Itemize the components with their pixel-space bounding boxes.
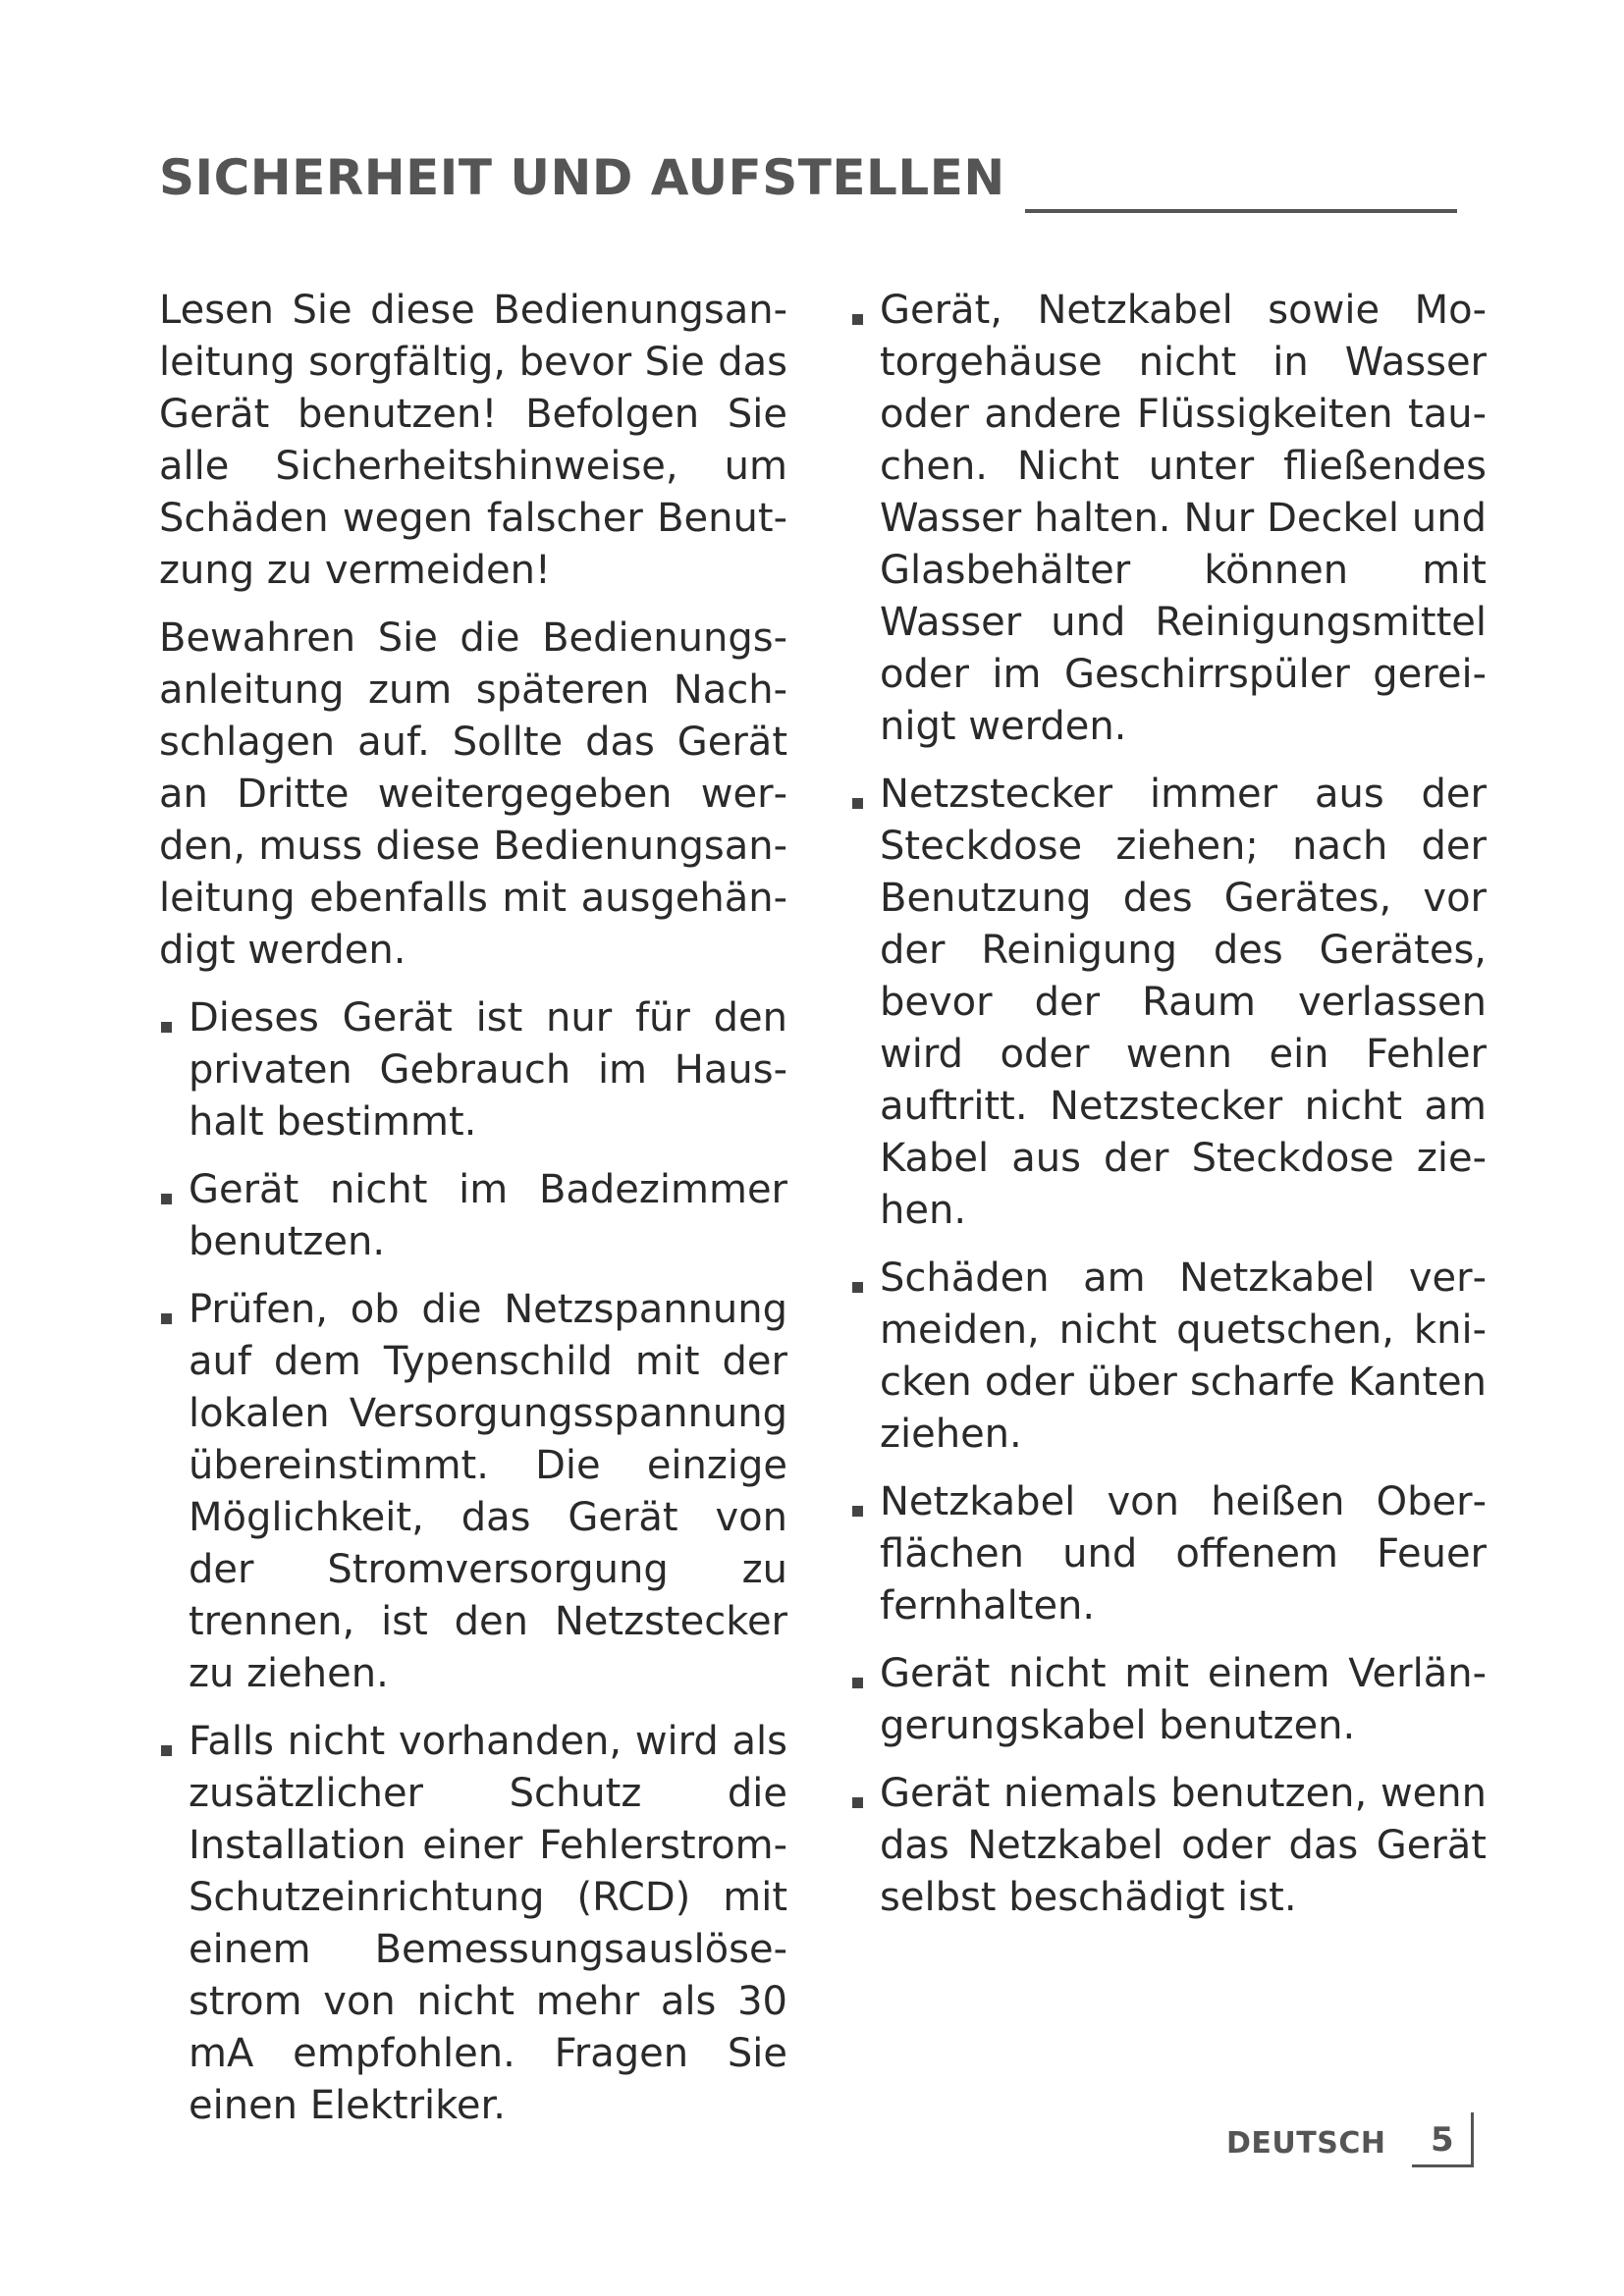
list-item: [850, 1648, 1487, 1752]
list-item-text: Gerät niemals benutzen, wenn das Netzkabel oder das Gerät selbst beschädigt ist.: [880, 1771, 1487, 1920]
page-title: SICHERHEIT UND AUFSTELLEN: [159, 149, 1005, 206]
list-item: [159, 1284, 787, 1700]
footer-language-label: DEUTSCH: [1226, 2126, 1386, 2161]
intro-paragraph: Lesen Sie diese Bedienungsanleitung sorgfältig, bevor Sie das Gerät benutzen! Befolgen Sie alle Sicherheitshinweise, um Schäden wegen falscher Benutzung zu vermeiden!: [159, 288, 787, 593]
left-bullet-list: [159, 992, 787, 2132]
bullet-square-icon: [161, 1313, 172, 1324]
bullet-square-icon: [852, 314, 863, 325]
list-item: [159, 1164, 787, 1268]
list-item-text: Prüfen, ob die Netzspannung auf dem Typenschild mit der lokalen Versorgungsspannung übereinstimmt. Die einzige Möglichkeit, das Gerät von der Stromversorgung zu trennen, ist den Netzstecker zu ziehen.: [189, 1287, 787, 1696]
list-item: [850, 1768, 1487, 1924]
page-number: 5: [1431, 2120, 1454, 2160]
left-column: [159, 285, 787, 2148]
title-rule: [1025, 209, 1457, 213]
list-item-text: Schäden am Netzkabel vermeiden, nicht quetschen, knicken oder über scharfe Kanten ziehen.: [880, 1255, 1487, 1457]
list-item: [850, 1253, 1487, 1461]
bullet-square-icon: [161, 1194, 172, 1204]
bullet-square-icon: [852, 798, 863, 809]
storage-paragraph: Bewahren Sie die Bedienungsanleitung zum späteren Nachschlagen auf. Sollte das Gerät an Dritte weitergegeben werden, muss diese Bedienungsanleitung ebenfalls mit ausgehändigt werden.: [159, 615, 787, 973]
list-item: [850, 285, 1487, 753]
bullet-square-icon: [852, 1506, 863, 1517]
right-column: [850, 285, 1487, 1940]
list-item-text: Netzstecker immer aus der Steckdose ziehen; nach der Benutzung des Gerätes, vor der Reinigung des Gerätes, bevor der Raum verlassen wird oder wenn ein Fehler auftritt. Netzstecker nicht am Kabel aus der Steckdose ziehen.: [880, 772, 1487, 1233]
bullet-square-icon: [161, 1022, 172, 1033]
list-item-text: Gerät, Netzkabel sowie Motorgehäuse nicht in Wasser oder andere Flüssigkeiten tauchen. Nicht unter fließendes Wasser halten. Nur Deckel und Glasbehälter können mit Wasser und Reinigungsmittel oder im Geschirrspüler gereinigt werden.: [880, 288, 1487, 749]
footer-vertical-rule: [1471, 2112, 1474, 2167]
list-item: [159, 1716, 787, 2132]
right-bullet-list: [850, 285, 1487, 1924]
list-item: [850, 769, 1487, 1237]
list-item: [850, 1476, 1487, 1632]
list-item-text: Falls nicht vorhanden, wird als zusätzlicher Schutz die Installation einer Fehlerstrom-Schutzeinrichtung (RCD) mit einem Bemessungsauslösestrom von nicht mehr als 30 mA empfohlen. Fragen Sie einen Elektriker.: [189, 1719, 787, 2128]
list-item: [159, 992, 787, 1148]
bullet-square-icon: [161, 1745, 172, 1756]
list-item-text: Dieses Gerät ist nur für den privaten Gebrauch im Haushalt bestimmt.: [189, 995, 787, 1145]
list-item-text: Netzkabel von heißen Oberflächen und offenem Feuer fernhalten.: [880, 1479, 1487, 1629]
list-item-text: Gerät nicht im Badezimmer benutzen.: [189, 1167, 787, 1264]
bullet-square-icon: [852, 1797, 863, 1808]
list-item-text: Gerät nicht mit einem Verlängerungskabel benutzen.: [880, 1651, 1487, 1748]
footer-horizontal-rule: [1412, 2164, 1474, 2167]
bullet-square-icon: [852, 1678, 863, 1688]
bullet-square-icon: [852, 1282, 863, 1293]
